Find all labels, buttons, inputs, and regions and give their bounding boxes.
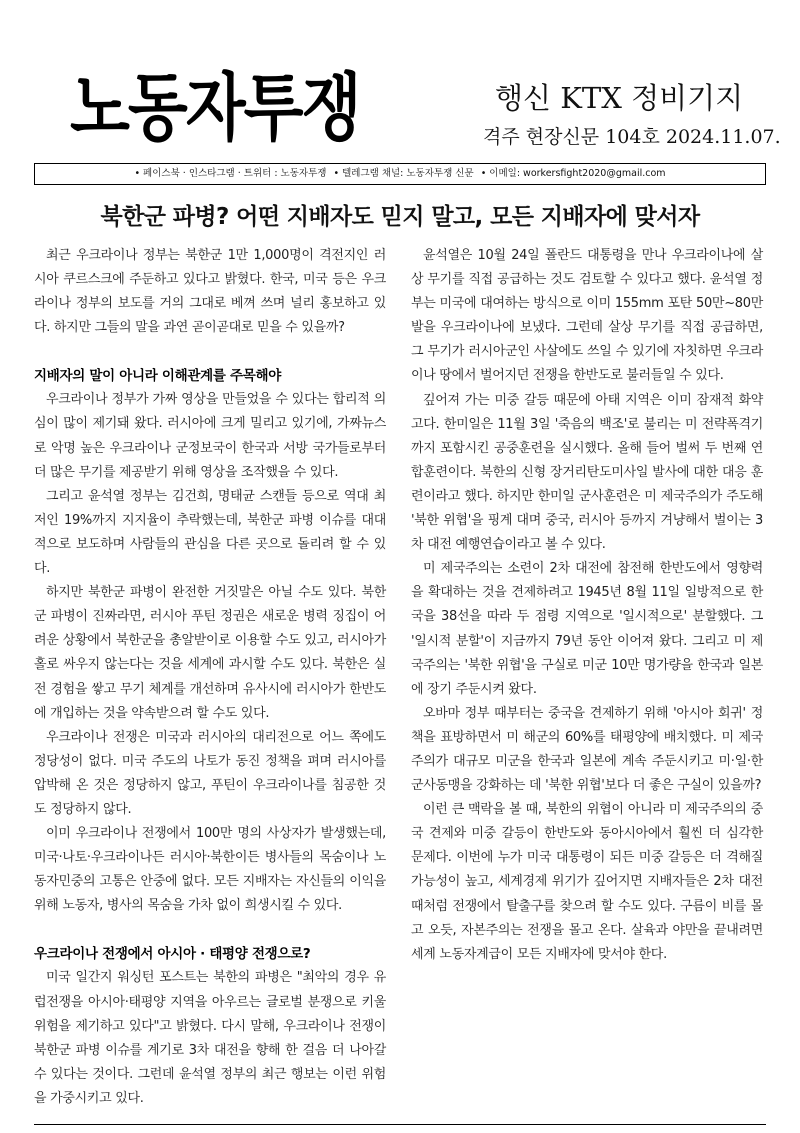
paragraph: 미국 일간지 워싱턴 포스트는 북한의 파병은 "최악의 경우 유럽전쟁을 아시아·태평양 지역을 아우르는 글로벌 분쟁으로 키울 위험을 제기하고 있다"고 밝혔다. 다시 말해, 우크라이나 전쟁이 북한군 파병 이슈를 계기로 3차 대전을 향해 한 걸음 더 나아갈 수 있다는 것이다. 그런데 윤석열 정부의 최근 행보는 이런 위험을 가중시키고 있다. bbox=[34, 970, 386, 1106]
paragraph: 우크라이나 전쟁은 미국과 러시아의 대리전으로 어느 쪽에도 정당성이 없다. 미국 주도의 나토가 동진 정책을 펴며 러시아를 압박해 온 것은 정당하지 않고, 푸틴이 우크라이나를 침공한 것도 정당하지 않다. bbox=[34, 729, 386, 817]
masthead-logo bbox=[70, 62, 410, 154]
article-headline: 북한군 파병? 어떤 지배자도 믿지 말고, 모든 지배자에 맞서자 bbox=[100, 204, 700, 230]
paragraph: 미 제국주의는 소련이 2차 대전에 참전해 한반도에서 영향력을 확대하는 것을 견제하려고 1945년 8월 11일 일방적으로 한국을 38선을 따라 두 점령 지역으로 '일시적으로' 분할했다. 그 '일시적 분할'이 지금까지 79년 동안 이어져 왔다. 그리고 미 제국주의는 '북한 위협'을 구실로 미군 10만 명가량을 한국과 일본에 장기 주둔시켜 왔다. bbox=[411, 561, 763, 697]
paragraph: 깊어져 가는 미중 갈등 때문에 아태 지역은 이미 잠재적 화약고다. 한미일은 11월 3일 '죽음의 백조'로 불리는 미 전략폭격기까지 포함시킨 공중훈련을 실시했다. 올해 들어 벌써 두 번째 연합훈련이다. 북한의 신형 장거리탄도미사일 발사에 대한 대응 훈련이라고 했다. 하지만 한미일 군사훈련은 미 제국주의가 주도해 '북한 위협'을 핑계 대며 중국, 러시아 등까지 겨냥해서 벌이는 3차 대전 예행연습이라고 볼 수 있다. bbox=[411, 392, 763, 553]
article-column-right bbox=[411, 244, 763, 967]
contact-email: • 이메일: workersfight2020@gmail.com bbox=[480, 168, 666, 179]
contact-bar bbox=[34, 163, 766, 185]
article-column-left bbox=[34, 244, 386, 1111]
contact-sns: • 페이스북 · 인스타그램 · 트위터 : 노동자투쟁 bbox=[134, 168, 327, 179]
paragraph: 우크라이나 정부가 가짜 영상을 만들었을 수 있다는 합리적 의심이 많이 제기돼 왔다. 러시아에 크게 밀리고 있기에, 가짜뉴스로 악명 높은 우크라이나 군정보국이 한국과 서방 국가들로부터 더 많은 무기를 제공받기 위해 영상을 조작했을 수 있다. bbox=[34, 392, 386, 480]
section-heading-1: 지배자의 말이 아니라 이해관계를 주목해야 bbox=[34, 368, 281, 385]
paragraph: 그리고 윤석열 정부는 김건희, 명태균 스캔들 등으로 역대 최저인 19%까지 지지율이 추락했는데, 북한군 파병 이슈를 대대적으로 보도하며 사람들의 관심을 다른 곳으로 돌리려 할 수 있다. bbox=[34, 488, 386, 577]
article-intro: 최근 우크라이나 정부는 북한군 1만 1,000명이 격전지인 러시아 쿠르스크에 주둔하고 있다고 밝혔다. 한국, 미국 등은 우크라이나 정부의 보도를 거의 그대로 베껴 쓰며 널리 홍보하고 있다. 하지만 그들의 말을 과연 곧이곧대로 믿을 수 있을까? bbox=[34, 248, 386, 336]
edition-subtitle: 격주 현장신문 104호 2024.11.07. bbox=[483, 126, 781, 148]
paragraph: 오바마 정부 때부터는 중국을 견제하기 위해 '아시아 회귀' 정책을 표방하면서 미 해군의 60%를 태평양에 배치했다. 미 제국주의가 대규모 미군을 한국과 일본에 계속 주둔시키고 미·일·한 군사동맹을 강화하는 데 '북한 위협'보다 더 좋은 구실이 있을까? bbox=[411, 705, 763, 794]
spacer bbox=[34, 340, 386, 364]
paragraph: 하지만 북한군 파병이 완전한 거짓말은 아닐 수도 있다. 북한군 파병이 진짜라면, 러시아 푸틴 정권은 새로운 병력 징집이 어려운 상황에서 북한군을 총알받이로 이용할 수도 있고, 러시아가 홀로 싸우지 않는다는 것을 세계에 과시할 수도 있다. 북한은 실전 경험을 쌓고 무기 체계를 개선하며 유사시에 러시아가 한반도에 개입하는 것을 약속받으려 할 수도 있다. bbox=[34, 585, 386, 721]
paragraph: 윤석열은 10월 24일 폴란드 대통령을 만나 우크라이나에 살상 무기를 직접 공급하는 것도 검토할 수 있다고 했다. 윤석열 정부는 미국에 대여하는 방식으로 이미 155mm 포탄 50만~80만 발을 우크라이나에 보냈다. 그런데 살상 무기를 직접 공급하면, 그 무기가 러시아군인 사살에도 쓰일 수 있기에 자칫하면 우크라이나 땅에서 벌어지던 전쟁을 한반도로 불러들일 수 있다. bbox=[411, 248, 763, 384]
spacer bbox=[34, 918, 386, 942]
paragraph: 이런 큰 맥락을 볼 때, 북한의 위협이 아니라 미 제국주의의 중국 견제와 미중 갈등이 한반도와 동아시아에서 훨씬 더 심각한 문제다. 이번에 누가 미국 대통령이 되든 미중 갈등은 더 격해질 가능성이 높고, 세계경제 위기가 깊어지면 지배자들은 2차 대전 때처럼 전쟁에서 탈출구를 찾으려 할 수도 있다. 구름이 비를 몰고 오듯, 자본주의는 전쟁을 몰고 온다. 살육과 야만을 끝내려면 세계 노동자계급이 모든 지배자에 맞서야 한다. bbox=[411, 802, 763, 962]
edition-title: 행신 KTX 정비기지 bbox=[495, 81, 744, 115]
paragraph: 이미 우크라이나 전쟁에서 100만 명의 사상자가 발생했는데, 미국·나토·우크라이나든 러시아·북한이든 병사들의 목숨이나 노동자민중의 고통은 안중에 없다. 모든 지배자는 자신들의 이익을 위해 노동자, 병사의 목숨을 가차 없이 희생시킬 수 있다. bbox=[34, 826, 386, 914]
bottom-divider bbox=[34, 1124, 766, 1125]
masthead-title: 노동자투쟁 bbox=[70, 64, 360, 151]
contact-telegram: • 텔레그램 채널: 노동자투쟁 신문 bbox=[333, 168, 474, 179]
section-heading-2: 우크라이나 전쟁에서 아시아 · 태평양 전쟁으로? bbox=[34, 946, 311, 963]
